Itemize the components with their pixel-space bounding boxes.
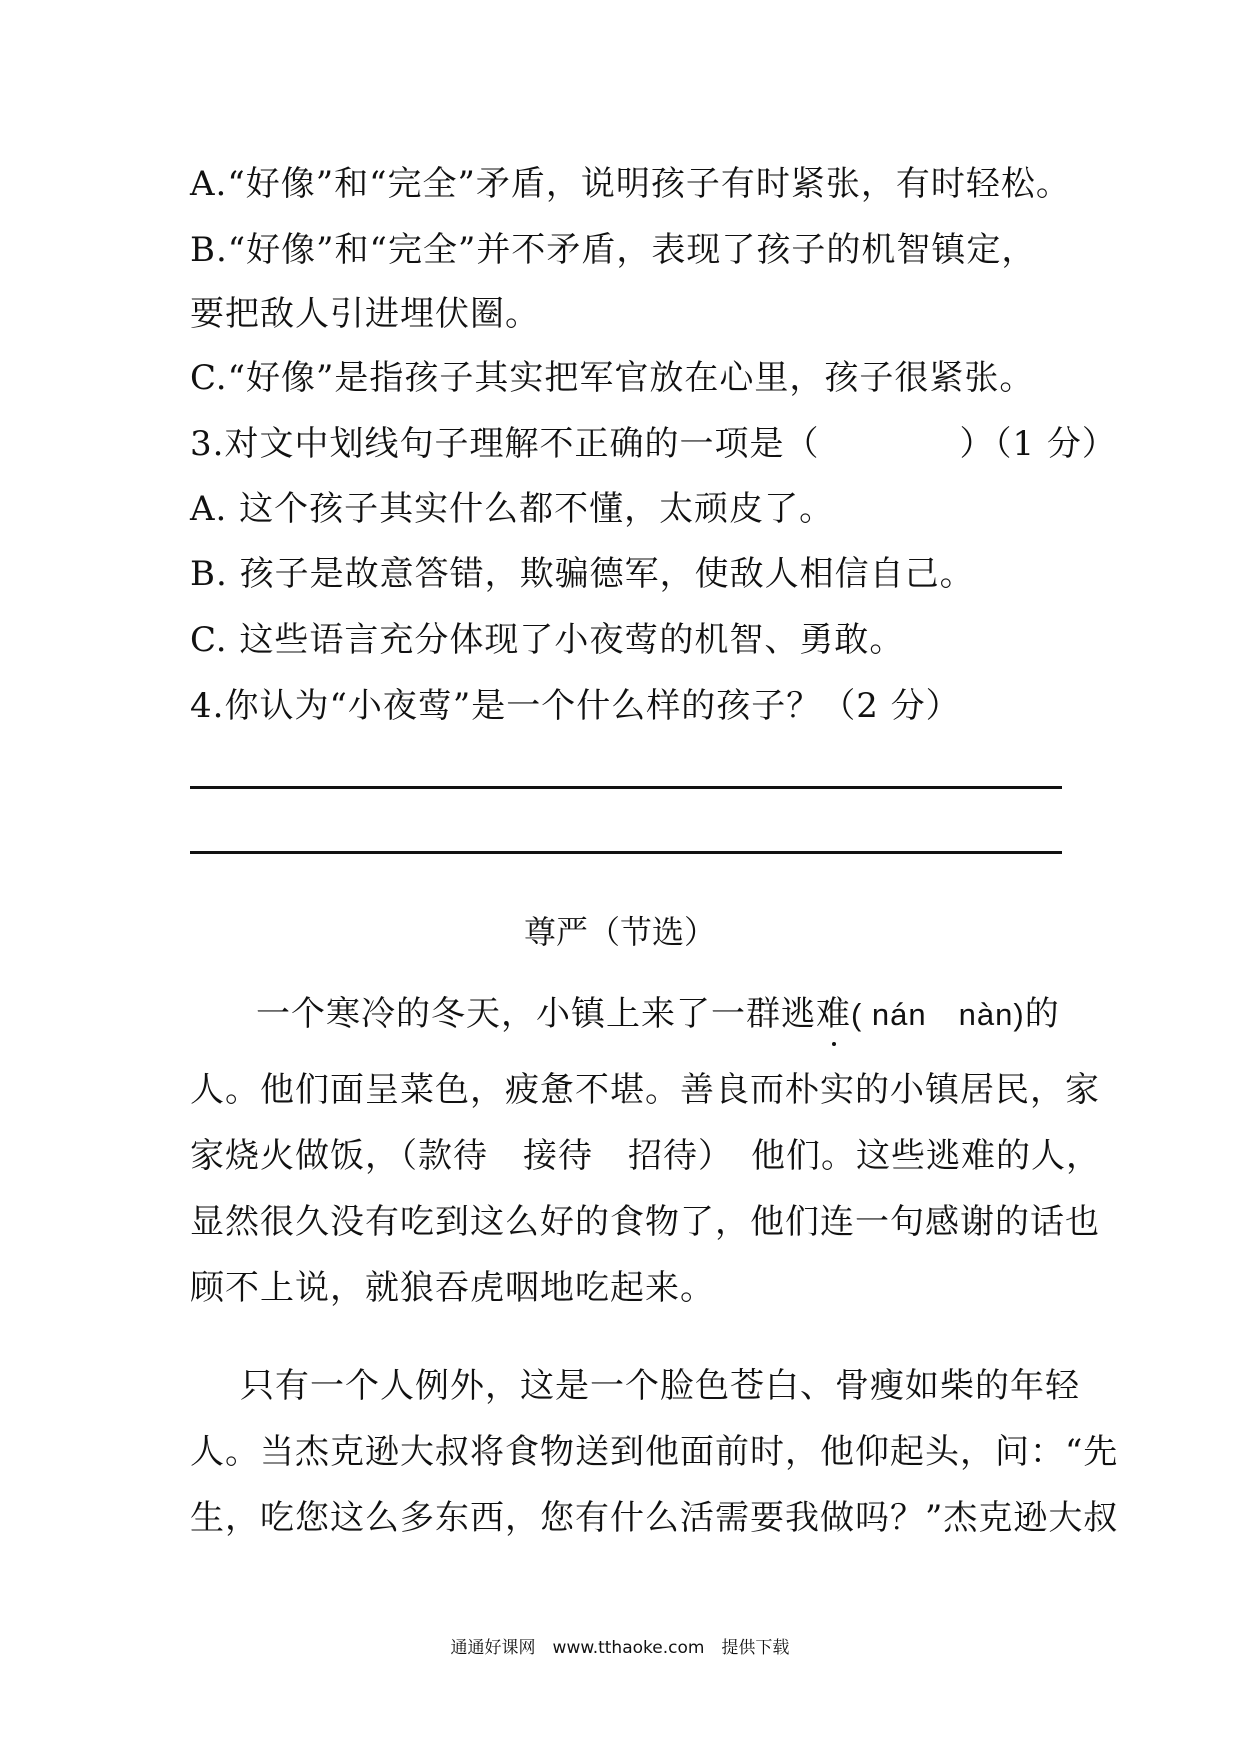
q3-option-c: C. 这些语言充分体现了小夜莺的机智、勇敢。 xyxy=(190,620,905,660)
passage-text: 的 xyxy=(1024,994,1060,1034)
q4-prompt: 4.你认为“小夜莺”是一个什么样的孩子？（2 分） xyxy=(190,686,961,726)
passage-p2-line3: 生，吃您这么多东西，您有什么活需要我做吗？”杰克逊大叔 xyxy=(190,1498,1119,1538)
footer-credit: 通通好课网 www.tthaoke.com 提供下载 xyxy=(450,1638,790,1658)
q2-option-b-continued: 要把敌人引进埋伏圈。 xyxy=(190,294,540,334)
passage-title: 尊严（节选） xyxy=(523,913,716,951)
q2-option-c: C.“好像”是指孩子其实把军官放在心里，孩子很紧张。 xyxy=(190,358,1035,398)
emphasis-dot-char: 难 xyxy=(816,994,851,1034)
passage-text: 一个寒冷的冬天，小镇上来了一群逃 xyxy=(256,994,816,1034)
passage-p1-line1 xyxy=(256,992,1060,1037)
passage-p1-line2: 人。他们面呈菜色，疲惫不堪。善良而朴实的小镇居民，家 xyxy=(190,1070,1100,1110)
q3-option-b: B. 孩子是故意答错，欺骗德军，使敌人相信自己。 xyxy=(190,554,975,594)
passage-p1-line4: 显然很久没有吃到这么好的食物了，他们连一句感谢的话也 xyxy=(190,1202,1100,1242)
passage-p2-line2: 人。当杰克逊大叔将食物送到他面前时，他仰起头，问：“先 xyxy=(190,1432,1119,1472)
pinyin-options: ( nán nàn) xyxy=(851,997,1025,1032)
q2-option-a: A.“好像”和“完全”矛盾，说明孩子有时紧张，有时轻松。 xyxy=(190,164,1071,204)
passage-p1-line3: 家烧火做饭，（款待 接待 招待） 他们。这些逃难的人， xyxy=(190,1136,1101,1176)
answer-line[interactable] xyxy=(190,851,1062,854)
q2-option-b: B.“好像”和“完全”并不矛盾，表现了孩子的机智镇定， xyxy=(190,230,1037,270)
answer-line[interactable] xyxy=(190,786,1062,789)
q3-prompt: 3.对文中划线句子理解不正确的一项是（ ）（1 分） xyxy=(190,424,1117,464)
passage-p2-line1: 只有一个人例外，这是一个脸色苍白、骨瘦如柴的年轻 xyxy=(240,1366,1080,1406)
q3-option-a: A. 这个孩子其实什么都不懂，太顽皮了。 xyxy=(190,489,835,529)
passage-p1-line5: 顾不上说，就狼吞虎咽地吃起来。 xyxy=(190,1268,715,1308)
